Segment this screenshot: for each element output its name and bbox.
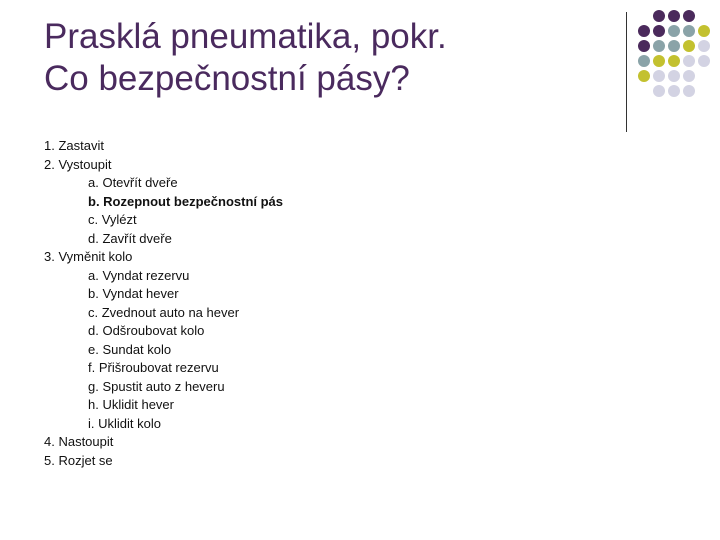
decorative-dot [668, 25, 680, 37]
decorative-dot [638, 25, 650, 37]
list-subitem: f. Přišroubovat rezervu [88, 360, 219, 375]
decorative-dot [698, 55, 710, 67]
slide-title [44, 16, 447, 100]
decorative-dot [683, 40, 695, 52]
decorative-dot [668, 55, 680, 67]
list-subitem: h. Uklidit hever [88, 397, 174, 412]
list-item: 3. Vyměnit kolo [44, 249, 133, 264]
list-subitem: e. Sundat kolo [88, 341, 172, 357]
decorative-dot [683, 85, 695, 97]
list-subitem: b. Vyndat hever [88, 286, 179, 301]
decorative-dot [668, 70, 680, 82]
list-subitem: c. Zvednout auto na hever [88, 304, 240, 320]
list-item: 1. Zastavit [44, 138, 104, 153]
decorative-dot [668, 40, 680, 52]
list-subitem: g. Spustit auto z heveru [88, 378, 225, 394]
decorative-vertical-line [626, 12, 627, 132]
list-subitem: d. Zavřít dveře [88, 230, 172, 246]
decorative-dot [653, 55, 665, 67]
list-item: 5. Rozjet se [44, 452, 113, 468]
decorative-dot [683, 55, 695, 67]
decorative-dot [653, 10, 665, 22]
list-subitem: a. Vyndat rezervu [88, 267, 190, 283]
decorative-dot-grid [638, 10, 718, 120]
decorative-dot [653, 40, 665, 52]
list-subitem: b. Rozepnout bezpečnostní pás [88, 193, 284, 209]
decorative-dot [698, 25, 710, 37]
decorative-dot [653, 25, 665, 37]
decorative-dot [683, 10, 695, 22]
decorative-dot [683, 70, 695, 82]
decorative-dot [668, 10, 680, 22]
decorative-dot [653, 70, 665, 82]
decorative-dot [638, 70, 650, 82]
list-subitem: i. Uklidit kolo [88, 415, 161, 431]
decorative-dot [653, 85, 665, 97]
decorative-dot [638, 55, 650, 67]
slide-title-line-1: Prasklá pneumatika, pokr. [44, 17, 447, 56]
list-subitem: d. Odšroubovat kolo [88, 323, 205, 338]
list-subitem: a. Otevřít dveře [88, 175, 178, 190]
decorative-dot [698, 40, 710, 52]
list-item: 2. Vystoupit [44, 156, 112, 172]
decorative-dot [638, 40, 650, 52]
slide-title-line-2: Co bezpečnostní pásy? [44, 59, 410, 98]
slide-body-list [44, 137, 283, 470]
list-item: 4. Nastoupit [44, 434, 114, 449]
decorative-dot [683, 25, 695, 37]
decorative-dot [668, 85, 680, 97]
list-subitem: c. Vylézt [88, 212, 137, 227]
